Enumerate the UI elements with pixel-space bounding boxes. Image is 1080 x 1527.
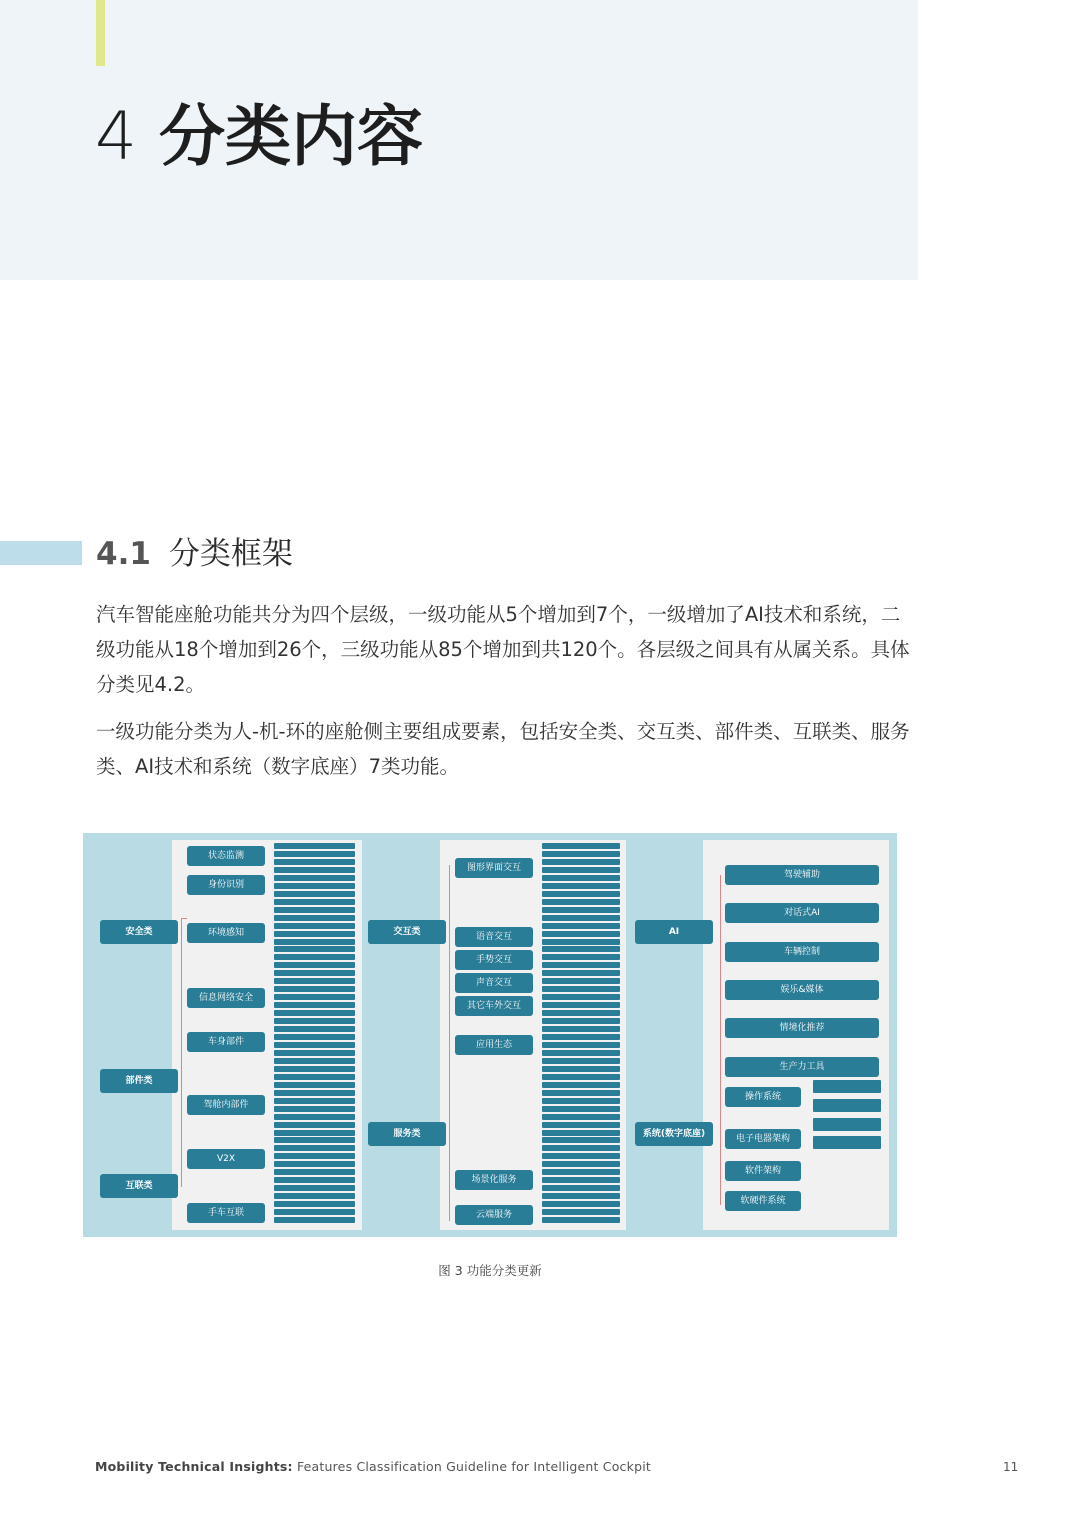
level3-leaf-bar [274, 1018, 355, 1024]
header-accent-bar [96, 0, 105, 66]
footer-text [95, 1459, 651, 1474]
level3-leaf-bar [542, 1074, 620, 1080]
level3-leaf-bar [542, 915, 620, 921]
level3-leaf-bar [542, 1201, 620, 1207]
level3-leaf-bar [274, 883, 355, 889]
level3-leaf-bar [274, 978, 355, 984]
level3-leaf-bar [542, 891, 620, 897]
level3-leaf-bar [542, 1130, 620, 1136]
level3-leaf-bar [813, 1080, 881, 1093]
level3-leaf-bar [274, 1098, 355, 1104]
level3-leaf-bar [274, 875, 355, 881]
level3-leaf-bar [813, 1118, 881, 1131]
level3-leaf-bar [274, 1161, 355, 1167]
level3-leaf-bar [542, 907, 620, 913]
level2-node: 对话式AI [725, 903, 879, 923]
level2-node: 身份识别 [187, 875, 265, 895]
level3-leaf-bar [274, 1130, 355, 1136]
level3-leaf-bar [274, 867, 355, 873]
level3-leaf-bar [274, 1201, 355, 1207]
level3-leaf-bar [542, 1145, 620, 1151]
level3-leaf-bar [274, 1010, 355, 1016]
level3-leaf-bar [542, 1026, 620, 1032]
level3-leaf-bar [542, 1137, 620, 1143]
level3-leaf-bar [542, 883, 620, 889]
level3-leaf-bar [542, 1193, 620, 1199]
level3-leaf-bar [542, 986, 620, 992]
level2-node: 操作系统 [725, 1087, 801, 1107]
figure-caption: 图 3 功能分类更新 [438, 1263, 542, 1278]
level3-leaf-bar [542, 1082, 620, 1088]
level3-leaf-bar [274, 843, 355, 849]
level3-leaf-list-small [813, 1080, 881, 1155]
level3-leaf-list [274, 843, 355, 1225]
level3-leaf-bar [274, 1090, 355, 1096]
level2-node: 手势交互 [455, 950, 533, 970]
footer-subtitle: Features Classification Guideline for Intelligent Cockpit [292, 1459, 651, 1474]
level3-leaf-bar [542, 1177, 620, 1183]
level3-leaf-bar [274, 891, 355, 897]
chapter-number: 4 [95, 98, 137, 175]
level2-node: 车身部件 [187, 1032, 265, 1052]
level3-leaf-bar [274, 859, 355, 865]
level3-leaf-bar [274, 1002, 355, 1008]
level3-leaf-bar [542, 939, 620, 945]
level2-node: 信息网络安全 [187, 988, 265, 1008]
level3-leaf-bar [542, 1058, 620, 1064]
level2-node: 其它车外交互 [455, 996, 533, 1016]
level3-leaf-bar [542, 946, 620, 952]
page-number: 11 [1003, 1460, 1019, 1474]
level3-leaf-bar [274, 954, 355, 960]
level2-node: 状态监测 [187, 846, 265, 866]
level3-leaf-bar [274, 1193, 355, 1199]
level3-leaf-bar [274, 939, 355, 945]
level2-node: 语音交互 [455, 927, 533, 947]
level3-leaf-bar [542, 978, 620, 984]
level2-node: 应用生态 [455, 1035, 533, 1055]
level3-leaf-bar [274, 946, 355, 952]
level3-leaf-bar [274, 923, 355, 929]
level3-leaf-bar [542, 1106, 620, 1112]
level3-leaf-bar [274, 1137, 355, 1143]
connector-line [720, 875, 721, 1205]
level3-leaf-bar [274, 899, 355, 905]
level3-leaf-bar [542, 1209, 620, 1215]
level3-leaf-bar [542, 843, 620, 849]
level3-leaf-bar [542, 1090, 620, 1096]
connector-line [181, 919, 182, 1187]
level3-leaf-bar [542, 994, 620, 1000]
level2-node: 软件架构 [725, 1161, 801, 1181]
level3-leaf-bar [542, 931, 620, 937]
level3-leaf-bar [542, 954, 620, 960]
level3-leaf-bar [813, 1099, 881, 1112]
level3-leaf-bar [274, 1106, 355, 1112]
level2-node: V2X [187, 1149, 265, 1169]
level3-leaf-bar [274, 1066, 355, 1072]
connector-line [181, 918, 187, 919]
level3-leaf-bar [274, 994, 355, 1000]
level3-leaf-bar [542, 1050, 620, 1056]
level2-node: 驾驶辅助 [725, 865, 879, 885]
level2-node: 驾舱内部件 [187, 1095, 265, 1115]
level3-leaf-bar [542, 1114, 620, 1120]
level3-leaf-bar [274, 931, 355, 937]
level3-leaf-bar [542, 1153, 620, 1159]
level3-leaf-bar [274, 1169, 355, 1175]
level3-leaf-bar [542, 1010, 620, 1016]
level3-leaf-bar [813, 1136, 881, 1149]
level3-leaf-bar [542, 1034, 620, 1040]
level3-leaf-bar [542, 859, 620, 865]
section-title [96, 532, 293, 576]
level3-leaf-bar [274, 851, 355, 857]
level2-node: 云端服务 [455, 1205, 533, 1225]
level3-leaf-bar [274, 915, 355, 921]
level3-leaf-bar [542, 1122, 620, 1128]
level3-leaf-bar [274, 1177, 355, 1183]
level3-leaf-bar [542, 851, 620, 857]
level3-leaf-bar [542, 1066, 620, 1072]
body-paragraph-1: 汽车智能座舱功能共分为四个层级，一级功能从5个增加到7个，一级增加了AI技术和系统，二级功能从18个增加到26个，三级功能从85个增加到共120个。各层级之间具有从属关系。具体分类见4.2。 [96, 603, 910, 696]
level1-node: 服务类 [368, 1122, 446, 1146]
level2-node: 娱乐&媒体 [725, 980, 879, 1000]
level1-node: 系统(数字底座) [635, 1122, 713, 1146]
level3-leaf-bar [274, 962, 355, 968]
level3-leaf-bar [274, 986, 355, 992]
level3-leaf-bar [542, 1169, 620, 1175]
level3-leaf-bar [542, 1018, 620, 1024]
level2-node: 生产力工具 [725, 1057, 879, 1077]
level3-leaf-bar [274, 1042, 355, 1048]
level3-leaf-list [542, 843, 620, 1225]
section-number: 4.1 [96, 536, 151, 572]
level2-node: 场景化服务 [455, 1170, 533, 1190]
level3-leaf-bar [274, 970, 355, 976]
level3-leaf-bar [274, 1058, 355, 1064]
level3-leaf-bar [274, 1082, 355, 1088]
level3-leaf-bar [274, 1026, 355, 1032]
level2-node: 车辆控制 [725, 942, 879, 962]
level2-node: 情境化推荐 [725, 1018, 879, 1038]
level3-leaf-bar [542, 867, 620, 873]
level3-leaf-bar [542, 1002, 620, 1008]
level3-leaf-bar [274, 907, 355, 913]
classification-figure [83, 833, 897, 1237]
level1-node: AI [635, 920, 713, 944]
section-title-text: 分类框架 [168, 536, 293, 572]
level2-node: 电子电器架构 [725, 1129, 801, 1149]
level3-leaf-bar [274, 1122, 355, 1128]
level3-leaf-bar [274, 1209, 355, 1215]
level3-leaf-bar [274, 1185, 355, 1191]
level2-node: 图形界面交互 [455, 858, 533, 878]
footer-publication: Mobility Technical Insights: [95, 1459, 293, 1474]
level3-leaf-bar [542, 923, 620, 929]
level3-leaf-bar [274, 1034, 355, 1040]
level3-leaf-bar [542, 1042, 620, 1048]
level3-leaf-bar [542, 1161, 620, 1167]
level2-node: 声音交互 [455, 973, 533, 993]
chapter-title-text: 分类内容 [159, 98, 423, 175]
level3-leaf-bar [542, 1185, 620, 1191]
level1-node: 部件类 [100, 1069, 178, 1093]
level2-node: 手车互联 [187, 1203, 265, 1223]
level3-leaf-bar [274, 1217, 355, 1223]
level3-leaf-bar [542, 962, 620, 968]
level3-leaf-bar [274, 1050, 355, 1056]
level3-leaf-bar [542, 1217, 620, 1223]
level1-node: 交互类 [368, 920, 446, 944]
level3-leaf-bar [542, 899, 620, 905]
level2-node: 环境感知 [187, 923, 265, 943]
level1-node: 安全类 [100, 920, 178, 944]
level3-leaf-bar [274, 1114, 355, 1120]
level3-leaf-bar [542, 970, 620, 976]
level2-node: 软硬件系统 [725, 1191, 801, 1211]
body-paragraph-2: 一级功能分类为人-机-环的座舱侧主要组成要素，包括安全类、交互类、部件类、互联类、服务类、AI技术和系统（数字底座）7类功能。 [96, 720, 910, 778]
level3-leaf-bar [542, 875, 620, 881]
level3-leaf-bar [542, 1098, 620, 1104]
connector-line [449, 865, 450, 1221]
level1-node: 互联类 [100, 1174, 178, 1198]
level3-leaf-bar [274, 1074, 355, 1080]
level3-leaf-bar [274, 1145, 355, 1151]
chapter-title [95, 96, 423, 178]
level3-leaf-bar [274, 1153, 355, 1159]
section-accent-bar [0, 541, 82, 565]
